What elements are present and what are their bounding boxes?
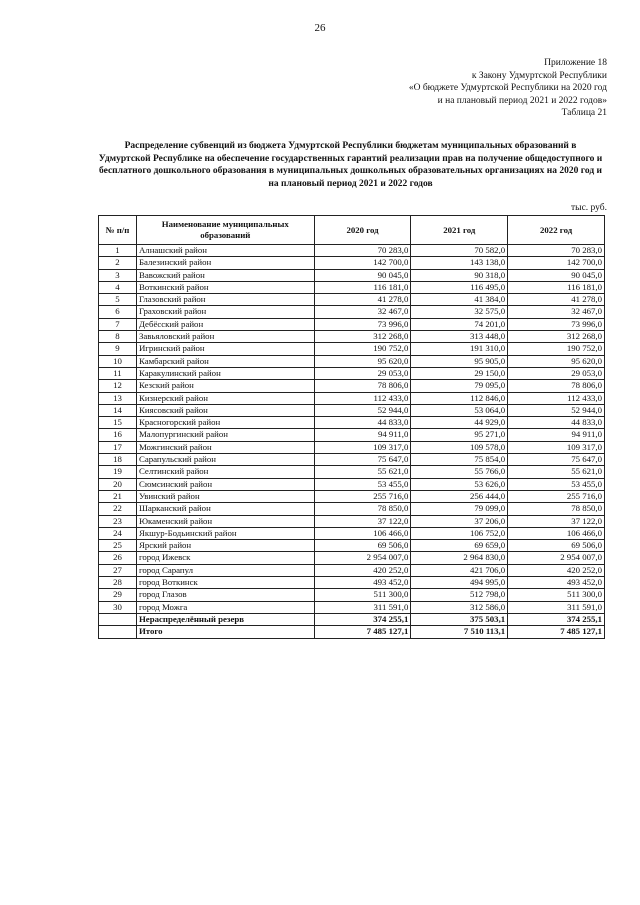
row-number: 28 [99, 577, 137, 589]
reserve-row [99, 613, 605, 625]
row-value-2022: 493 452,0 [508, 577, 605, 589]
table-row [99, 441, 605, 453]
row-value-2020: 94 911,0 [314, 429, 411, 441]
row-value-2022: 116 181,0 [508, 281, 605, 293]
row-value-2022: 52 944,0 [508, 404, 605, 416]
table-row [99, 540, 605, 552]
row-value-2021: 32 575,0 [411, 306, 508, 318]
total-row [99, 626, 605, 638]
row-value-2020: 32 467,0 [314, 306, 411, 318]
row-value-2020: 116 181,0 [314, 281, 411, 293]
row-name: Балезинский район [136, 257, 314, 269]
row-value-2021: 95 271,0 [411, 429, 508, 441]
row-name: Каракулинский район [136, 367, 314, 379]
table-row [99, 564, 605, 576]
table-row [99, 601, 605, 613]
row-name: город Воткинск [136, 577, 314, 589]
row-name: Красногорский район [136, 417, 314, 429]
row-value-2022: 44 833,0 [508, 417, 605, 429]
row-name: Дебёсский район [136, 318, 314, 330]
row-name: Завьяловский район [136, 331, 314, 343]
row-number: 22 [99, 503, 137, 515]
row-value-2022: 41 278,0 [508, 294, 605, 306]
row-value-2020: 69 506,0 [314, 540, 411, 552]
row-number: 26 [99, 552, 137, 564]
table-row [99, 245, 605, 257]
row-value-2021: 79 095,0 [411, 380, 508, 392]
reserve-value-2021: 375 503,1 [411, 613, 508, 625]
row-number: 5 [99, 294, 137, 306]
row-value-2021: 494 995,0 [411, 577, 508, 589]
table-row [99, 527, 605, 539]
table-row [99, 478, 605, 490]
row-name: город Ижевск [136, 552, 314, 564]
total-number [99, 626, 137, 638]
row-value-2020: 109 317,0 [314, 441, 411, 453]
row-value-2021: 421 706,0 [411, 564, 508, 576]
row-value-2020: 112 433,0 [314, 392, 411, 404]
row-number: 20 [99, 478, 137, 490]
total-value-2021: 7 510 113,1 [411, 626, 508, 638]
row-name: Камбарский район [136, 355, 314, 367]
table-header-row [99, 216, 605, 245]
row-value-2020: 29 053,0 [314, 367, 411, 379]
row-value-2022: 37 122,0 [508, 515, 605, 527]
row-name: Сюмсинский район [136, 478, 314, 490]
header-2021: 2021 год [411, 216, 508, 245]
row-value-2020: 2 954 007,0 [314, 552, 411, 564]
row-value-2020: 55 621,0 [314, 466, 411, 478]
header-2022: 2022 год [508, 216, 605, 245]
row-number: 17 [99, 441, 137, 453]
row-value-2020: 312 268,0 [314, 331, 411, 343]
row-value-2021: 70 582,0 [411, 245, 508, 257]
header-number: № п/п [99, 216, 137, 245]
row-value-2021: 191 310,0 [411, 343, 508, 355]
row-value-2020: 190 752,0 [314, 343, 411, 355]
row-number: 4 [99, 281, 137, 293]
table-row [99, 589, 605, 601]
appendix-line: к Закону Удмуртской Республики [471, 70, 607, 81]
row-number: 30 [99, 601, 137, 613]
row-value-2022: 142 700,0 [508, 257, 605, 269]
row-name: Глазовский район [136, 294, 314, 306]
row-value-2022: 53 455,0 [508, 478, 605, 490]
row-value-2021: 75 854,0 [411, 454, 508, 466]
row-value-2020: 70 283,0 [314, 245, 411, 257]
row-value-2021: 312 586,0 [411, 601, 508, 613]
row-name: город Глазов [136, 589, 314, 601]
row-value-2022: 2 954 007,0 [508, 552, 605, 564]
row-value-2021: 95 905,0 [411, 355, 508, 367]
row-value-2022: 32 467,0 [508, 306, 605, 318]
row-number: 9 [99, 343, 137, 355]
appendix-line: «О бюджете Удмуртской Республики на 2020 год [408, 83, 607, 93]
row-value-2020: 41 278,0 [314, 294, 411, 306]
appendix-line: Приложение 18 [544, 58, 607, 68]
table-row [99, 294, 605, 306]
row-number: 1 [99, 245, 137, 257]
row-value-2022: 190 752,0 [508, 343, 605, 355]
row-name: Ярский район [136, 540, 314, 552]
subsidy-table [98, 215, 605, 639]
row-name: Воткинский район [136, 281, 314, 293]
row-name: Игринский район [136, 343, 314, 355]
row-value-2022: 94 911,0 [508, 429, 605, 441]
row-number: 29 [99, 589, 137, 601]
row-value-2021: 53 626,0 [411, 478, 508, 490]
row-number: 18 [99, 454, 137, 466]
table-row [99, 281, 605, 293]
row-value-2020: 255 716,0 [314, 490, 411, 502]
row-value-2022: 106 466,0 [508, 527, 605, 539]
row-value-2021: 37 206,0 [411, 515, 508, 527]
row-value-2020: 106 466,0 [314, 527, 411, 539]
row-value-2022: 78 806,0 [508, 380, 605, 392]
row-value-2022: 90 045,0 [508, 269, 605, 281]
row-value-2021: 256 444,0 [411, 490, 508, 502]
row-value-2022: 511 300,0 [508, 589, 605, 601]
row-value-2020: 44 833,0 [314, 417, 411, 429]
row-name: Граховский район [136, 306, 314, 318]
table-row [99, 306, 605, 318]
row-value-2022: 312 268,0 [508, 331, 605, 343]
row-name: город Сарапул [136, 564, 314, 576]
row-value-2021: 109 578,0 [411, 441, 508, 453]
row-value-2022: 112 433,0 [508, 392, 605, 404]
row-number: 7 [99, 318, 137, 330]
row-value-2020: 95 620,0 [314, 355, 411, 367]
row-value-2020: 511 300,0 [314, 589, 411, 601]
table-row [99, 515, 605, 527]
table-row [99, 318, 605, 330]
row-name: Селтинский район [136, 466, 314, 478]
row-value-2020: 493 452,0 [314, 577, 411, 589]
reserve-value-2020: 374 255,1 [314, 613, 411, 625]
row-value-2022: 55 621,0 [508, 466, 605, 478]
row-value-2022: 73 996,0 [508, 318, 605, 330]
row-value-2021: 313 448,0 [411, 331, 508, 343]
row-value-2021: 116 495,0 [411, 281, 508, 293]
row-number: 6 [99, 306, 137, 318]
table-row [99, 552, 605, 564]
table-row [99, 331, 605, 343]
row-value-2020: 53 455,0 [314, 478, 411, 490]
row-value-2021: 41 384,0 [411, 294, 508, 306]
row-name: Алнашский район [136, 245, 314, 257]
row-value-2021: 53 064,0 [411, 404, 508, 416]
table-row [99, 503, 605, 515]
row-value-2021: 69 659,0 [411, 540, 508, 552]
reserve-label: Нераспределённый резерв [136, 613, 314, 625]
row-name: Киясовский район [136, 404, 314, 416]
row-number: 21 [99, 490, 137, 502]
row-number: 3 [99, 269, 137, 281]
table-row [99, 343, 605, 355]
row-value-2022: 95 620,0 [508, 355, 605, 367]
table-number: Таблица 21 [561, 108, 607, 118]
row-name: Якшур-Бодьинский район [136, 527, 314, 539]
row-value-2022: 109 317,0 [508, 441, 605, 453]
table-row [99, 490, 605, 502]
row-number: 12 [99, 380, 137, 392]
row-value-2020: 311 591,0 [314, 601, 411, 613]
units-label: тыс. руб. [571, 203, 607, 213]
row-value-2020: 52 944,0 [314, 404, 411, 416]
row-value-2020: 90 045,0 [314, 269, 411, 281]
row-name: Можгинский район [136, 441, 314, 453]
document-title: Распределение субвенций из бюджета Удмуртской Республики бюджетам муниципальных образований в Удмуртской Республике на обеспечение государственных гарантий реализации прав на получение общедоступного и бесплатного дошкольного образования в муниципальных дошкольных образовательных организациях на 2020 год и на плановый период 2021 и 2022 годов [98, 141, 603, 189]
row-value-2021: 512 798,0 [411, 589, 508, 601]
reserve-number [99, 613, 137, 625]
row-name: Увинский район [136, 490, 314, 502]
row-number: 2 [99, 257, 137, 269]
row-value-2021: 106 752,0 [411, 527, 508, 539]
table-row [99, 454, 605, 466]
row-value-2022: 75 647,0 [508, 454, 605, 466]
row-number: 14 [99, 404, 137, 416]
total-label: Итого [136, 626, 314, 638]
row-value-2022: 420 252,0 [508, 564, 605, 576]
row-number: 19 [99, 466, 137, 478]
row-name: Малопургинский район [136, 429, 314, 441]
row-value-2020: 73 996,0 [314, 318, 411, 330]
row-value-2020: 37 122,0 [314, 515, 411, 527]
row-value-2021: 44 929,0 [411, 417, 508, 429]
table-row [99, 269, 605, 281]
row-name: Шарканский район [136, 503, 314, 515]
row-name: Кезский район [136, 380, 314, 392]
row-value-2021: 79 099,0 [411, 503, 508, 515]
row-value-2021: 2 964 830,0 [411, 552, 508, 564]
row-name: Юкаменский район [136, 515, 314, 527]
row-value-2021: 55 766,0 [411, 466, 508, 478]
row-number: 13 [99, 392, 137, 404]
row-name: Вавожский район [136, 269, 314, 281]
page-number: 26 [314, 22, 326, 34]
row-value-2022: 311 591,0 [508, 601, 605, 613]
row-value-2020: 78 850,0 [314, 503, 411, 515]
table-row [99, 417, 605, 429]
row-number: 25 [99, 540, 137, 552]
appendix-header [409, 57, 607, 120]
row-value-2022: 29 053,0 [508, 367, 605, 379]
row-value-2021: 90 318,0 [411, 269, 508, 281]
row-number: 24 [99, 527, 137, 539]
row-value-2022: 70 283,0 [508, 245, 605, 257]
row-value-2022: 78 850,0 [508, 503, 605, 515]
row-number: 10 [99, 355, 137, 367]
row-value-2020: 142 700,0 [314, 257, 411, 269]
table-row [99, 429, 605, 441]
row-number: 15 [99, 417, 137, 429]
table-row [99, 257, 605, 269]
row-name: Сарапульский район [136, 454, 314, 466]
row-value-2020: 78 806,0 [314, 380, 411, 392]
total-value-2022: 7 485 127,1 [508, 626, 605, 638]
row-value-2021: 29 150,0 [411, 367, 508, 379]
row-number: 11 [99, 367, 137, 379]
row-value-2022: 255 716,0 [508, 490, 605, 502]
row-number: 8 [99, 331, 137, 343]
row-number: 16 [99, 429, 137, 441]
appendix-line: и на плановый период 2021 и 2022 годов» [437, 95, 607, 106]
row-value-2020: 75 647,0 [314, 454, 411, 466]
row-value-2020: 420 252,0 [314, 564, 411, 576]
header-name: Наименование муниципальных образований [136, 216, 314, 245]
table-row [99, 380, 605, 392]
row-number: 23 [99, 515, 137, 527]
table-row [99, 355, 605, 367]
header-2020: 2020 год [314, 216, 411, 245]
table-row [99, 577, 605, 589]
row-value-2021: 112 846,0 [411, 392, 508, 404]
row-number: 27 [99, 564, 137, 576]
table-row [99, 404, 605, 416]
row-value-2021: 74 201,0 [411, 318, 508, 330]
row-name: город Можга [136, 601, 314, 613]
total-value-2020: 7 485 127,1 [314, 626, 411, 638]
table-row [99, 392, 605, 404]
table-row [99, 466, 605, 478]
reserve-value-2022: 374 255,1 [508, 613, 605, 625]
row-value-2022: 69 506,0 [508, 540, 605, 552]
table-row [99, 367, 605, 379]
row-value-2021: 143 138,0 [411, 257, 508, 269]
row-name: Кизнерский район [136, 392, 314, 404]
